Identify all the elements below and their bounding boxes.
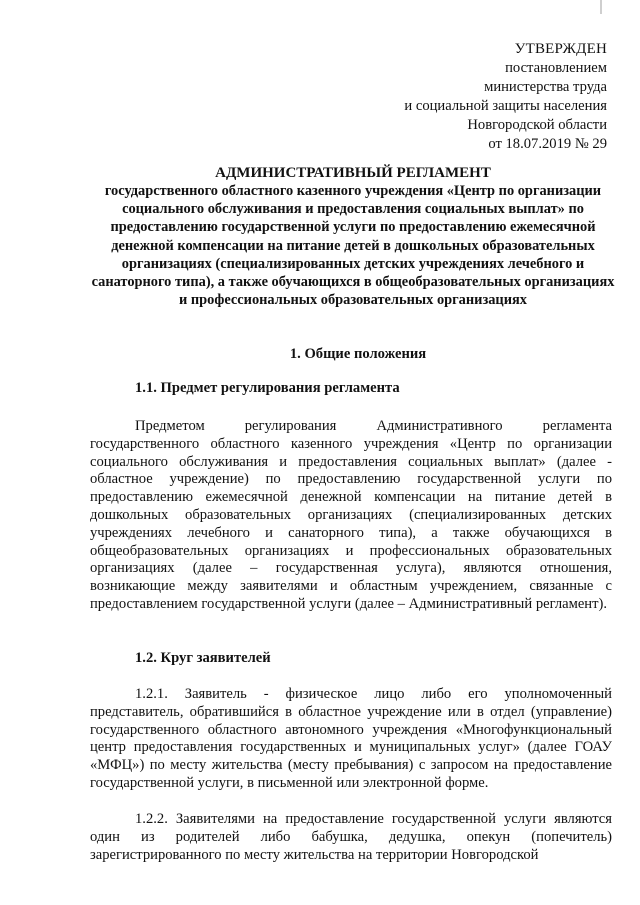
approval-line: постановлением <box>505 60 607 76</box>
scan-mark <box>600 0 602 14</box>
document-title-block <box>90 164 616 309</box>
document-subtitle: государственного областного казенного учреждения «Центр по организации социального обслуживания и предоставления социальных выплат» по предоставлению государственной услуги по предоставлению ежемесячной денежной компенсации на питание детей в дошкольных образовательных организациях (специализированных детских учреждениях лечебного и санаторного типа), а также обучающихся в общеобразовательных организациях и профессиональных образовательных организациях <box>91 183 615 309</box>
paragraph-applicant-list: 1.2.2. Заявителями на предоставление государственной услуги являются один из родителей либо бабушка, дедушка, опекун (попечитель) зарегистрированного по месту жительства на территории Новгородской <box>90 811 612 863</box>
subsection-heading-subject: 1.1. Предмет регулирования регламента <box>135 380 400 396</box>
paragraph-subject: Предметом регулирования Административного регламента государственного областного казенного учреждения «Центр по организации социального обслуживания и предоставления социальных выплат» (далее - областное учреждение) по предоставлению государственной услуги по предоставлению ежемесячной денежной компенсации на питание детей в дошкольных образовательных организациях (специализированных детских учреждениях лечебного и санаторного типа), а также обучающихся в общеобразовательных организациях и профессиональных образовательных организациях (далее – государственная услуга), являются отношения, возникающие между заявителями и областным учреждением, связанные с предоставлением государственной услуги (далее – Административный регламент). <box>90 418 612 612</box>
approval-heading: УТВЕРЖДЕН <box>514 41 607 57</box>
section-heading-general: 1. Общие положения <box>289 346 427 362</box>
subsection-heading-applicants: 1.2. Круг заявителей <box>135 650 271 666</box>
document-title: АДМИНИСТРАТИВНЫЙ РЕГЛАМЕНТ <box>215 165 491 181</box>
approval-line: Новгородской области <box>467 117 607 133</box>
approval-stamp-block <box>404 40 607 154</box>
paragraph-applicant-definition: 1.2.1. Заявитель - физическое лицо либо его уполномоченный представитель, обратившийся в областное учреждение или в отдел (управление) государственного областного автономного учреждения «Многофункциональный центр предоставления государственных и муниципальных услуг» (далее ГОАУ «МФЦ») по месту жительства (месту пребывания) с запросом на предоставление государственной услуги, в письменной или электронной форме. <box>90 686 612 791</box>
approval-line: и социальной защиты населения <box>404 98 607 114</box>
approval-line: от 18.07.2019 № 29 <box>488 136 607 152</box>
approval-line: министерства труда <box>484 79 607 95</box>
